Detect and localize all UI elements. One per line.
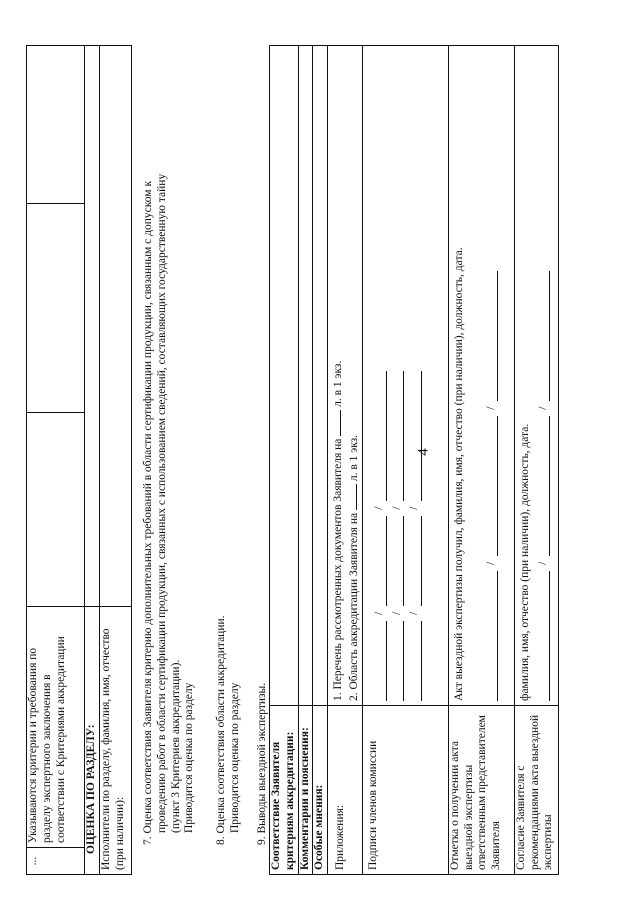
name-blank (538, 416, 550, 556)
section-executors-label: Исполнители по разделу, фамилия, имя, отчество (при наличии): (99, 607, 131, 875)
trailing-blank (410, 371, 422, 501)
comments-label: Комментарии и пояснения: (298, 706, 313, 875)
section-evaluation-value (85, 46, 100, 607)
appendix-item-1 (330, 50, 346, 701)
name-blank (486, 416, 498, 556)
signature-blank (410, 621, 422, 701)
conformity-value (270, 46, 299, 706)
comments-value (298, 46, 313, 706)
trailing-blank (486, 271, 498, 401)
appendix-item-2 (346, 50, 362, 701)
slash-separator: / (390, 506, 403, 510)
signature-blank (392, 621, 404, 701)
appendix-label: Приложения: (328, 706, 363, 875)
trailing-blank (375, 371, 387, 501)
trailing-blank (392, 371, 404, 501)
special-opinions-value (313, 46, 328, 706)
rotated-document-body (0, 38, 640, 883)
conformity-label: Соответствие Заявителя критериям аккредитации: (270, 706, 299, 875)
special-opinions-label: Особые мнения: (313, 706, 328, 875)
receipt-area (448, 46, 514, 706)
appendix-item-2-text: 2. Область аккредитации Заявителя на (347, 512, 360, 701)
slash-separator: / (372, 611, 385, 615)
section-evaluation-label: ОЦЕНКА ПО РАЗДЕЛУ: (85, 607, 100, 875)
consent-label: Согласие Заявителя с рекомендациями акта выездной экспертизы (514, 706, 558, 875)
page-number: 4 (415, 448, 432, 456)
conclusions-table (269, 45, 559, 875)
slash-separator: / (372, 506, 385, 510)
slash-separator: / (536, 561, 549, 565)
name-blank (410, 516, 422, 606)
consent-text: фамилия, имя, отчество (при наличии), должность, дата. (518, 423, 531, 701)
section-7-line: (пункт 3 Критериев аккредитации). (169, 659, 182, 833)
criteria-table (26, 45, 132, 875)
name-blank (375, 516, 387, 606)
signatures-label: Подписи членов комиссии (362, 706, 448, 875)
trailing-blank (538, 271, 550, 401)
signatures-area (362, 46, 448, 706)
section-7-paragraph (142, 45, 197, 845)
empty-cell (27, 204, 85, 413)
section-9-title: 9. Выводы выездной экспертизы. (256, 682, 268, 845)
section-executors-value (99, 46, 131, 607)
signature-line (373, 50, 387, 701)
slash-separator: / (408, 506, 421, 510)
slash-separator: / (484, 406, 497, 410)
appendix-item-2-suffix: л. в 1 экз. (347, 434, 360, 482)
blank-line (346, 484, 357, 510)
receipt-label: Отметка о получении акта выездной экспертизы ответственным представителем Заявителя (448, 706, 514, 875)
slash-separator: / (390, 611, 403, 615)
receipt-text: Акт выездной экспертизы получил, фамилия, имя, отчество (при наличии), должность, дата. (452, 247, 465, 701)
signature-line (408, 50, 422, 701)
consent-area (514, 46, 558, 706)
appendix-item-1-suffix: л. в 1 экз. (332, 360, 345, 407)
section-8-paragraph (215, 45, 243, 845)
appendix-list (328, 46, 363, 706)
slash-separator: / (536, 406, 549, 410)
name-blank (392, 516, 404, 606)
empty-cell (27, 413, 85, 607)
appendix-item-1-text: 1. Перечень рассмотренных документов Заявителя на (332, 438, 345, 701)
signature-blank (538, 571, 550, 701)
receipt-signature-line (485, 50, 499, 701)
signature-blank (486, 571, 498, 701)
signature-line (391, 50, 405, 701)
row-number-cell: ... (27, 848, 85, 875)
section-8-note: Приводится оценка по разделу (228, 682, 241, 833)
section-8-line: 8. Оценка соответствия области аккредитации. (215, 615, 227, 845)
consent-signature-line (537, 50, 551, 701)
section-7-line: проведению работ в области сертификации продукции, связанных с использованием сведений, составляющих государственную тайну (155, 173, 168, 833)
section-7-note: Приводится оценка по разделу (183, 682, 196, 833)
section-7-line: 7. Оценка соответствия Заявителя критерию дополнительных требований в области сертификации продукции, связанным с допуском к (142, 180, 154, 845)
criteria-text-cell: Указываются критерии и требования по разделу экспертного заключения в соответствии с Критериями аккредитации (27, 607, 85, 848)
empty-cell (27, 46, 85, 204)
slash-separator: / (408, 611, 421, 615)
signature-blank (375, 621, 387, 701)
blank-line (330, 410, 341, 436)
slash-separator: / (484, 561, 497, 565)
